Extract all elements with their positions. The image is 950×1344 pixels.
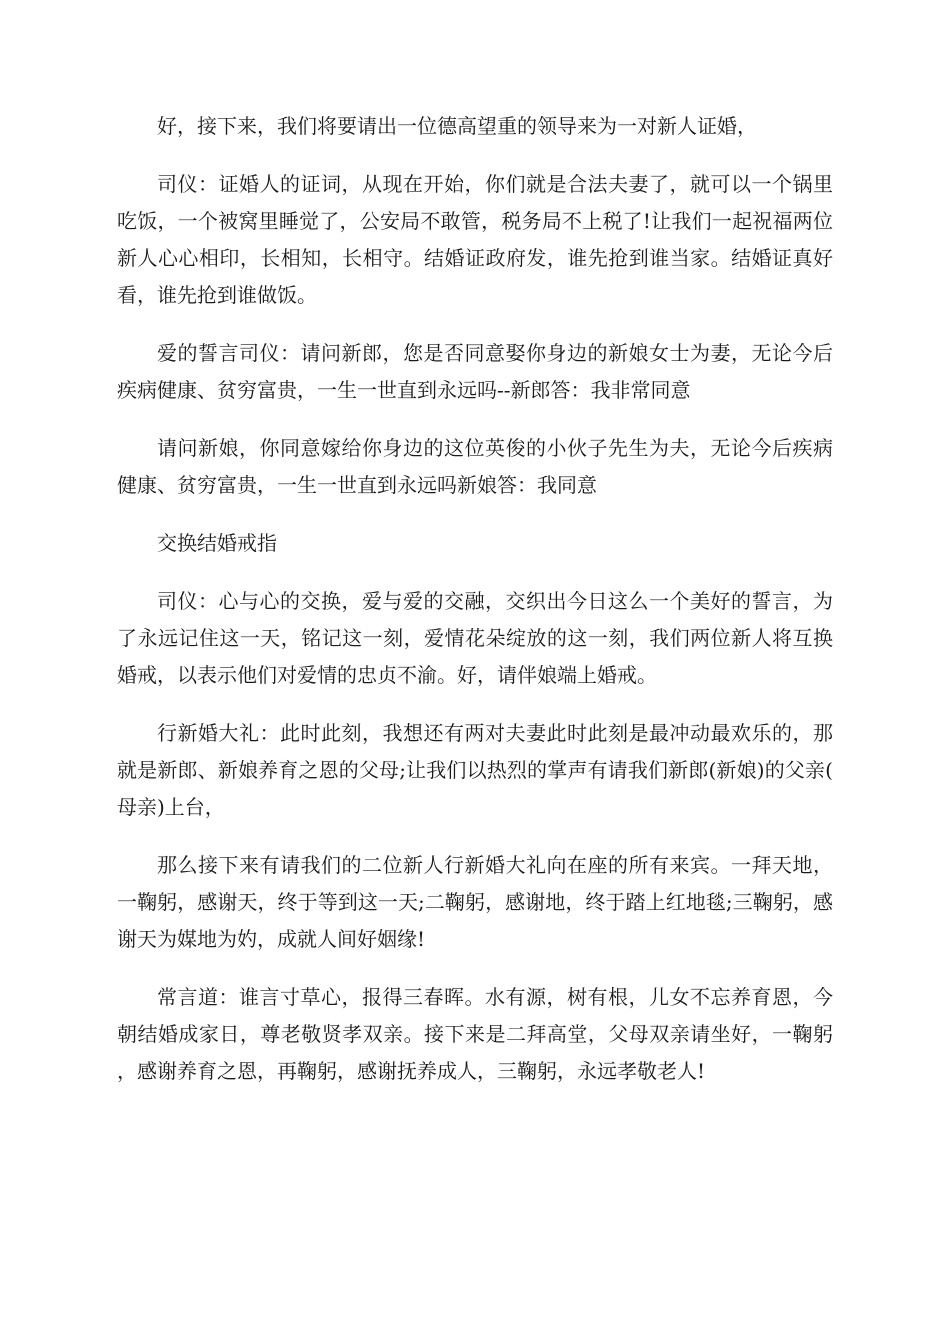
paragraph-4: 请问新娘，你同意嫁给你身边的这位英俊的小伙子先生为夫，无论今后疾病健康、贫穷富贵，一生一世直到永远吗新娘答：我同意 [117,436,833,497]
paragraph-6: 司仪：心与心的交换，爱与爱的交融，交织出今日这么一个美好的誓言，为了永远记住这一天，铭记这一刻，爱情花朵绽放的这一刻，我们两位新人将互换婚戒，以表示他们对爱情的忠贞不渝。好，请伴娘端上婚戒。 [117,589,833,687]
paragraph-7: 行新婚大礼：此时此刻，我想还有两对夫妻此时此刻是最冲动最欢乐的，那就是新郎、新娘养育之恩的父母;让我们以热烈的掌声有请我们新郎(新娘)的父亲(母亲)上台， [117,721,833,819]
paragraph-1: 好，接下来，我们将要请出一位德高望重的领导来为一对新人证婚， [157,114,757,138]
paragraph-3: 爱的誓言司仪：请问新郎，您是否同意娶你身边的新娘女士为妻，无论今后疾病健康、贫穷富贵，一生一世直到永远吗--新郎答：我非常同意 [117,341,833,402]
paragraph-9: 常言道：谁言寸草心，报得三春晖。水有源，树有根，儿女不忘养育恩，今朝结婚成家日，尊老敬贤孝双亲。接下来是二拜高堂，父母双亲请坐好，一鞠躬，感谢养育之恩，再鞠躬，感谢抚养成人，三鞠躬，永远孝敬老人! [117,985,833,1083]
paragraph-8: 那么接下来有请我们的二位新人行新婚大礼向在座的所有来宾。一拜天地，一鞠躬，感谢天，终于等到这一天;二鞠躬，感谢地，终于踏上红地毯;三鞠躬，感谢天为媒地为妁，成就人间好姻缘! [117,853,833,951]
document-page [117,108,833,1090]
paragraph-5: 交换结婚戒指 [157,531,277,555]
paragraph-2: 司仪：证婚人的证词，从现在开始，你们就是合法夫妻了，就可以一个锅里吃饭，一个被窝里睡觉了，公安局不敢管，税务局不上税了!让我们一起祝福两位新人心心相印，长相知，长相守。结婚证政府发，谁先抢到谁当家。结婚证真好看，谁先抢到谁做饭。 [117,172,833,307]
